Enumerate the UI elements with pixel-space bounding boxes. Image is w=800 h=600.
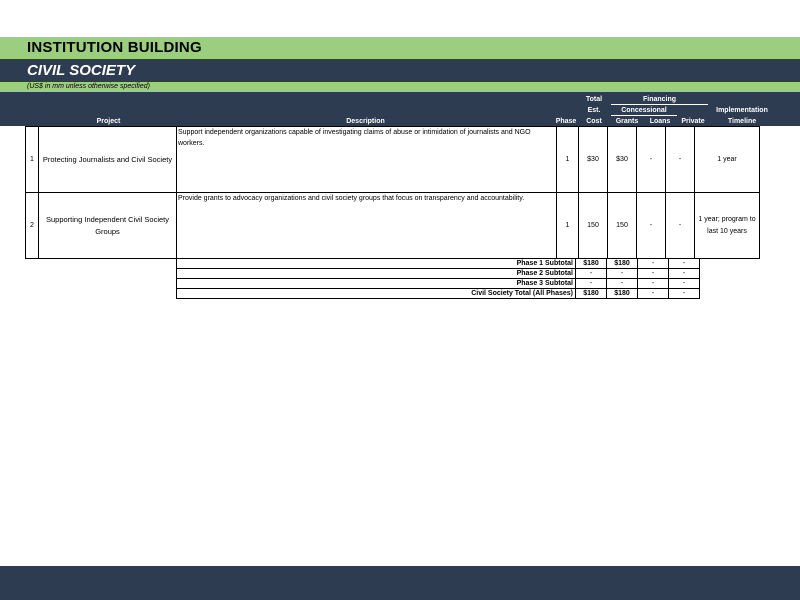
project-description: Support independent organizations capable of investigating claims of abuse or intimidation of journalists and NGO workers. — [177, 127, 557, 193]
header-project: Project — [96, 118, 121, 125]
concessional-underline — [611, 115, 677, 116]
header-total-3: Cost — [586, 118, 602, 125]
total-row — [177, 289, 700, 299]
total-cost: $180 — [576, 289, 607, 299]
project-phase: 1 — [557, 193, 579, 259]
project-name: Protecting Journalists and Civil Society — [39, 127, 177, 193]
header-loans: Loans — [649, 118, 671, 125]
subtotal-loans: - — [638, 259, 669, 269]
subtotal-private: - — [669, 269, 700, 279]
subtotal-loans: - — [638, 269, 669, 279]
subtotal-row — [177, 279, 700, 289]
header-concessional: Concessional — [621, 107, 667, 114]
project-number: 1 — [26, 127, 39, 193]
project-private: - — [666, 127, 695, 193]
subtotal-total: $180 — [576, 259, 607, 269]
subtotal-label: Phase 3 Subtotal — [177, 279, 576, 289]
project-loans: - — [637, 193, 666, 259]
project-loans: - — [637, 127, 666, 193]
header-implementation: Implementation — [716, 107, 768, 114]
subtotal-row — [177, 259, 700, 269]
project-name: Supporting Independent Civil Society Groups — [39, 193, 177, 259]
header-grants: Grants — [615, 118, 639, 125]
subtotal-total: - — [576, 269, 607, 279]
subtotal-loans: - — [638, 279, 669, 289]
page-title: INSTITUTION BUILDING — [27, 39, 202, 56]
subtotal-grants: - — [607, 279, 638, 289]
table-row — [26, 127, 760, 193]
project-grants: 150 — [608, 193, 637, 259]
subtotals-table — [176, 258, 700, 299]
project-timeline: 1 year; program to last 10 years — [695, 193, 760, 259]
total-grants: $180 — [607, 289, 638, 299]
total-loans: - — [638, 289, 669, 299]
project-total-cost: 150 — [579, 193, 608, 259]
subtotal-label: Phase 2 Subtotal — [177, 269, 576, 279]
header-private: Private — [681, 118, 705, 125]
page-subtitle: CIVIL SOCIETY — [27, 62, 136, 79]
units-note: (US$ in mm unless otherwise specified) — [27, 83, 150, 90]
subtotal-private: - — [669, 259, 700, 269]
project-number: 2 — [26, 193, 39, 259]
project-description: Provide grants to advocacy organizations and civil society groups that focus on transparency and accountability. — [177, 193, 557, 259]
footer-band — [0, 566, 800, 600]
project-grants: $30 — [608, 127, 637, 193]
total-label: Civil Society Total (All Phases) — [177, 289, 576, 299]
header-timeline: Timeline — [727, 118, 757, 125]
project-phase: 1 — [557, 127, 579, 193]
project-total-cost: $30 — [579, 127, 608, 193]
project-timeline: 1 year — [695, 127, 760, 193]
subtotal-row — [177, 269, 700, 279]
subtotal-grants: $180 — [607, 259, 638, 269]
subtotal-grants: - — [607, 269, 638, 279]
table-row — [26, 193, 760, 259]
subtotal-label: Phase 1 Subtotal — [177, 259, 576, 269]
header-total-1: Total — [585, 96, 603, 103]
header-financing: Financing — [642, 96, 677, 103]
projects-table — [25, 126, 760, 259]
header-total-2: Est. — [587, 107, 601, 114]
header-description: Description — [346, 118, 385, 125]
financing-underline — [611, 104, 708, 105]
header-phase: Phase — [555, 118, 577, 125]
subtotal-private: - — [669, 279, 700, 289]
subtotal-total: - — [576, 279, 607, 289]
project-private: - — [666, 193, 695, 259]
total-private: - — [669, 289, 700, 299]
